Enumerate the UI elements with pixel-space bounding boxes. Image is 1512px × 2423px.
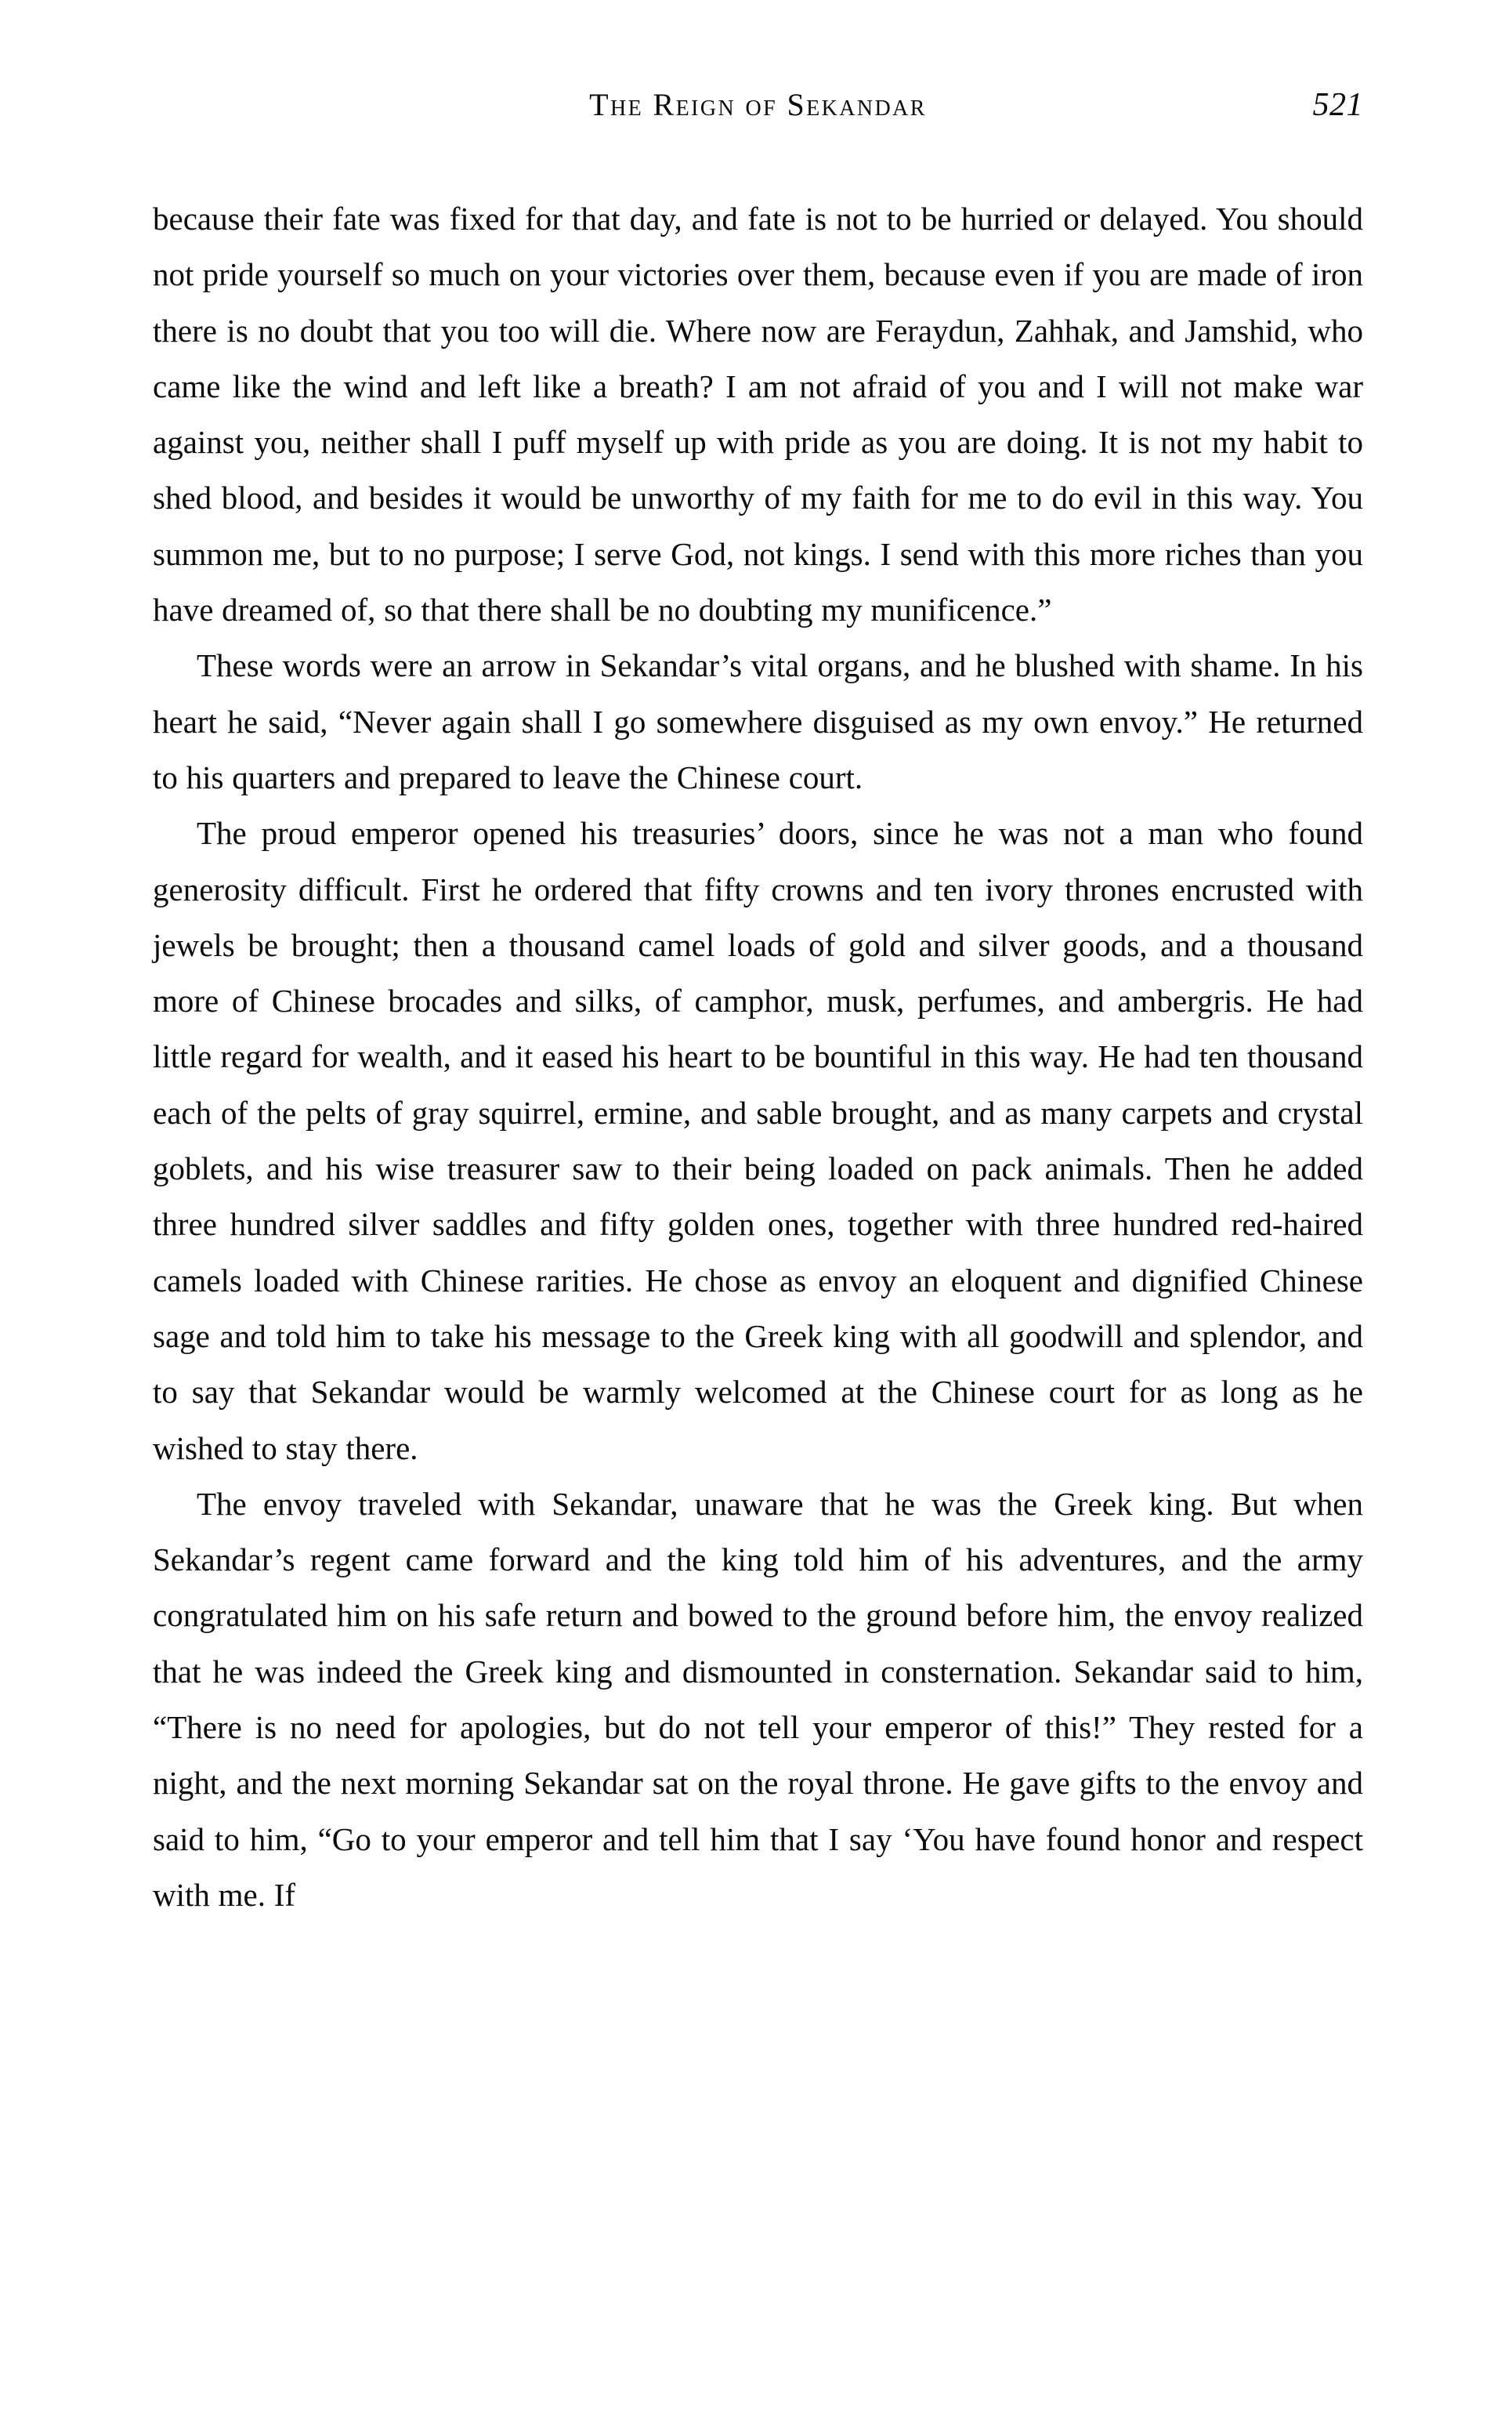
- paragraph-3: The proud emperor opened his treasuries’ doors, since he was not a man who found generosity difficult. First he ordered that fifty crowns and ten ivory thrones encrusted with jewels be brought; then a thousand camel loads of gold and silver goods, and a thousand more of Chinese brocades and silks, of camphor, musk, perfumes, and ambergris. He had little regard for wealth, and it eased his heart to be bountiful in this way. He had ten thousand each of the pelts of gray squirrel, ermine, and sable brought, and as many carpets and crystal goblets, and his wise treasurer saw to their being loaded on pack animals. Then he added three hundred silver saddles and fifty golden ones, together with three hundred red-haired camels loaded with Chinese rarities. He chose as envoy an eloquent and dignified Chinese sage and told him to take his message to the Greek king with all goodwill and splendor, and to say that Sekandar would be warmly welcomed at the Chinese court for as long as he wished to stay there.: [153, 815, 1363, 1466]
- running-head: [153, 85, 1363, 133]
- page-number: 521: [1312, 87, 1363, 123]
- body-text-block: [153, 191, 1363, 1923]
- running-head-title: The Reign of Sekandar: [589, 87, 927, 122]
- paragraph-2: These words were an arrow in Sekandar’s vital organs, and he blushed with shame. In his heart he said, “Never again shall I go somewhere disguised as my own envoy.” He returned to his quarters and prepared to leave the Chinese court.: [153, 647, 1363, 795]
- paragraph-4: The envoy traveled with Sekandar, unaware that he was the Greek king. But when Sekandar’s regent came forward and the king told him of his adventures, and the army congratulated him on his safe return and bowed to the ground before him, the envoy realized that he was indeed the Greek king and dismounted in consternation. Sekandar said to him, “There is no need for apologies, but do not tell your emperor of this!” They rested for a night, and the next morning Sekandar sat on the royal throne. He gave gifts to the envoy and said to him, “Go to your emperor and tell him that I say ‘You have found honor and respect with me. If: [153, 1485, 1363, 1913]
- paragraph-1: because their fate was fixed for that day, and fate is not to be hurried or delayed. You should not pride yourself so much on your victories over them, because even if you are made of iron there is no doubt that you too will die. Where now are Feraydun, Zahhak, and Jamshid, who came like the wind and left like a breath? I am not afraid of you and I will not make war against you, neither shall I puff myself up with pride as you are doing. It is not my habit to shed blood, and besides it would be unworthy of my faith for me to do evil in this way. You summon me, but to no purpose; I serve God, not kings. I send with this more riches than you have dreamed of, so that there shall be no doubting my munificence.”: [153, 201, 1363, 628]
